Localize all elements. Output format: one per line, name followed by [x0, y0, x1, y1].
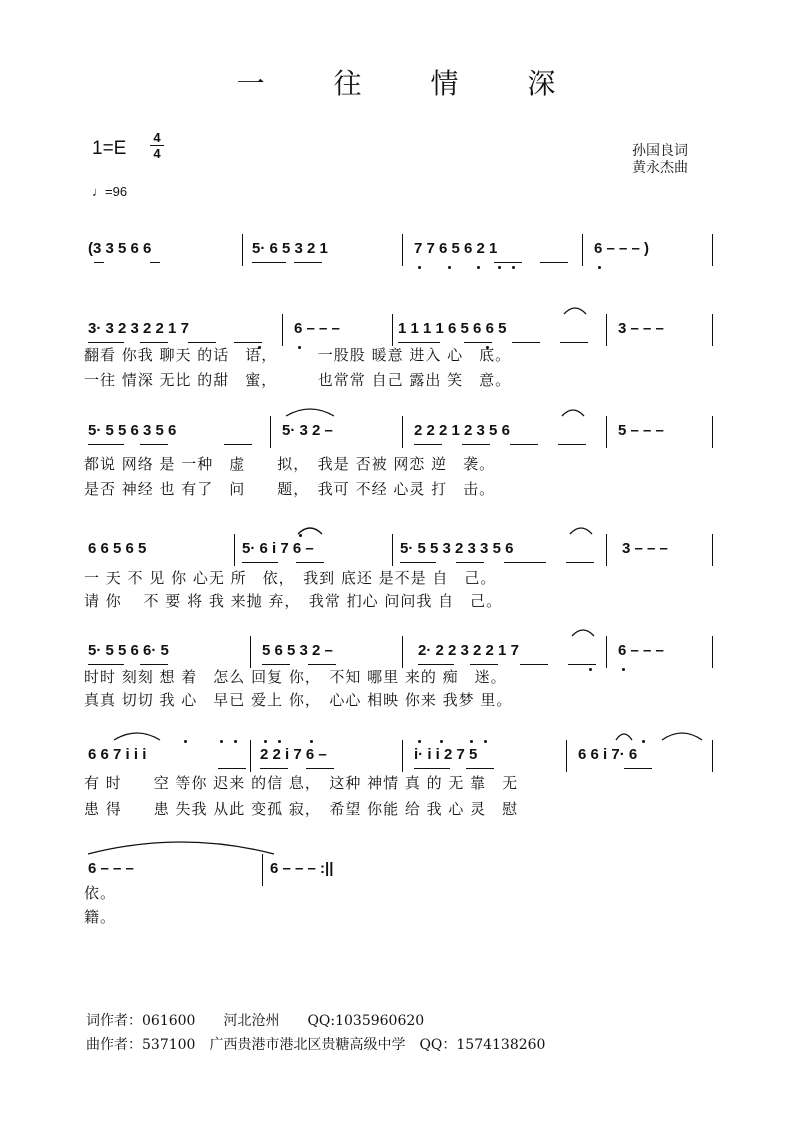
high-dot — [484, 740, 487, 743]
notation-line-1 — [84, 316, 714, 346]
composer-credit: 黄永杰曲 — [632, 160, 688, 176]
underline — [296, 562, 324, 563]
high-dot — [264, 740, 267, 743]
slur — [284, 404, 336, 418]
underline — [510, 444, 538, 445]
underline — [150, 262, 160, 263]
lyric-line: 时时 刻刻 想 着 怎么 回复 你， 不知 哪里 来的 痴 迷。 — [84, 668, 507, 686]
bar-line — [262, 854, 263, 886]
high-dot — [220, 740, 223, 743]
underline — [418, 664, 454, 665]
bar-line — [606, 314, 607, 346]
lyric-line: 是否 神经 也 有了 问 题， 我可 不经 心灵 打 击。 — [84, 480, 496, 498]
underline — [504, 562, 546, 563]
bar-line — [402, 636, 403, 668]
high-dot — [234, 740, 237, 743]
bar-line — [606, 416, 607, 448]
measure: 6 6 i 7· 6 — [578, 746, 638, 763]
underline — [464, 342, 492, 343]
underline — [540, 262, 568, 263]
high-dot — [310, 740, 313, 743]
slur — [570, 624, 596, 638]
notation-line-intro — [84, 236, 714, 266]
bar-line — [712, 740, 713, 772]
underline — [400, 562, 436, 563]
underline — [88, 444, 124, 445]
underline — [234, 342, 262, 343]
high-dot — [418, 740, 421, 743]
high-dot — [470, 740, 473, 743]
measure: 2· 2 2 3 2 2 1 7 — [418, 642, 519, 659]
underline — [308, 664, 336, 665]
bar-line — [606, 636, 607, 668]
slur — [614, 728, 634, 742]
underline — [512, 342, 540, 343]
low-dot — [512, 266, 515, 269]
measure: 6 – – – :|| — [270, 860, 334, 877]
underline — [456, 562, 484, 563]
measure: 6 – – – — [618, 642, 664, 659]
high-dot — [278, 740, 281, 743]
slur — [296, 522, 324, 536]
underline — [260, 768, 288, 769]
measure: 5· 6 5 3 2 1 — [252, 240, 328, 257]
measure: 5 6 5 3 2 – — [262, 642, 333, 659]
lyric-line: 有 时 空 等你 迟来 的信 息， 这种 神情 真 的 无 靠 无 — [84, 774, 519, 792]
underline — [188, 342, 216, 343]
time-numerator: 4 — [153, 130, 161, 145]
low-dot — [418, 266, 421, 269]
slur — [568, 522, 594, 536]
notation-line-4 — [84, 638, 714, 668]
notation-line-5 — [84, 742, 714, 772]
measure: 3 – – – — [622, 540, 668, 557]
underline — [560, 342, 588, 343]
bar-line — [402, 740, 403, 772]
bar-line — [270, 416, 271, 448]
time-signature — [150, 131, 164, 160]
notation-line-3 — [84, 536, 714, 566]
underline — [88, 342, 124, 343]
bar-line — [242, 234, 243, 266]
lyricist-credit: 孙国良词 — [632, 143, 688, 159]
measure: 3· 3 2 3 2 2 1 7 — [88, 320, 189, 337]
slur — [112, 728, 162, 742]
bar-line — [712, 534, 713, 566]
lyric-line: 一往 情深 无比 的甜 蜜， 也常常 自己 露出 笑 意。 — [84, 371, 512, 389]
underline — [242, 562, 278, 563]
bar-line — [402, 416, 403, 448]
bar-line — [392, 534, 393, 566]
low-dot — [598, 266, 601, 269]
high-dot — [184, 740, 187, 743]
song-title: 一 往 情 深 — [236, 67, 586, 100]
underline — [306, 768, 334, 769]
measure: 7 7 6 5 6 2 1 — [414, 240, 498, 257]
bar-line — [250, 636, 251, 668]
underline — [568, 664, 596, 665]
bar-line — [712, 234, 713, 266]
measure: 6 – – – — [294, 320, 340, 337]
underline — [88, 664, 124, 665]
measure: 6 – – – — [88, 860, 134, 877]
underline — [262, 664, 290, 665]
tempo-marking: ♩=96 — [92, 184, 128, 199]
high-dot — [642, 740, 645, 743]
lyric-line: 依。 — [84, 884, 117, 902]
underline — [558, 444, 586, 445]
measure: 6 6 7 i i i — [88, 746, 147, 763]
measure: 3 – – – — [618, 320, 664, 337]
bar-line — [234, 534, 235, 566]
high-dot — [440, 740, 443, 743]
bar-line — [606, 534, 607, 566]
low-dot — [498, 266, 501, 269]
lyric-line: 籍。 — [84, 908, 117, 926]
lyric-line: 一 天 不 见 你 心无 所 依， 我到 底还 是不是 自 己。 — [84, 569, 497, 587]
underline — [462, 444, 490, 445]
underline — [520, 664, 548, 665]
underline — [624, 768, 652, 769]
low-dot — [589, 668, 592, 671]
time-denominator: 4 — [153, 146, 161, 161]
notation-line-2 — [84, 418, 714, 448]
underline — [224, 444, 252, 445]
measure: (3 3 5 6 6 — [88, 240, 152, 257]
measure: 2 2 i 7 6 – — [260, 746, 327, 763]
slur — [660, 728, 704, 742]
measure: i· i i 2 7 5 — [414, 746, 478, 763]
measure: 5 – – – — [618, 422, 664, 439]
lyric-line: 真真 切切 我 心 早已 爱上 你， 心心 相映 你来 我梦 里。 — [84, 691, 513, 709]
bar-line — [566, 740, 567, 772]
low-dot — [477, 266, 480, 269]
underline — [140, 664, 168, 665]
underline — [294, 262, 322, 263]
measure: 5· 5 5 6 6· 5 — [88, 642, 169, 659]
slur — [562, 302, 588, 316]
bar-line — [402, 234, 403, 266]
underline — [94, 262, 104, 263]
bar-line — [712, 314, 713, 346]
low-dot — [448, 266, 451, 269]
composer-contact: 曲作者：537100 广西贵港市港北区贵糖高级中学 QQ：1574138260 — [86, 1037, 546, 1053]
underline — [466, 768, 494, 769]
low-dot — [622, 668, 625, 671]
bar-line — [582, 234, 583, 266]
underline — [470, 664, 498, 665]
measure: 1 1 1 1 6 5 6 6 5 — [398, 320, 507, 337]
bar-line — [712, 636, 713, 668]
measure: 6 6 5 6 5 — [88, 540, 147, 557]
measure: 6 – – – ) — [594, 240, 650, 257]
tie — [86, 836, 276, 856]
measure: 5· 5 5 3 2 3 3 5 6 — [400, 540, 514, 557]
key-signature: 1=E — [92, 138, 127, 159]
underline — [414, 768, 450, 769]
bar-line — [282, 314, 283, 346]
measure: 5· 3 2 – — [282, 422, 333, 439]
underline — [140, 342, 168, 343]
underline — [398, 342, 440, 343]
measure: 2 2 2 1 2 3 5 6 — [414, 422, 510, 439]
measure: 5· 6 i 7 6 – — [242, 540, 314, 557]
lyric-line: 请 你 不 要 将 我 来抛 弃， 我常 扪心 问问我 自 己。 — [84, 592, 503, 610]
underline — [494, 262, 522, 263]
underline — [140, 444, 168, 445]
notation-line-6 — [84, 856, 714, 886]
bar-line — [392, 314, 393, 346]
bar-line — [250, 740, 251, 772]
underline — [252, 262, 286, 263]
underline — [218, 768, 246, 769]
bar-line — [712, 416, 713, 448]
lyric-line: 患 得 患 失我 从此 变孤 寂， 希望 你能 给 我 心 灵 慰 — [84, 800, 519, 818]
measure: 5· 5 5 6 3 5 6 — [88, 422, 177, 439]
lyric-line: 翻看 你我 聊天 的话 语， 一股股 暖意 进入 心 底。 — [84, 346, 512, 364]
lyricist-contact: 词作者：061600 河北沧州 QQ:1035960620 — [86, 1013, 425, 1029]
underline — [566, 562, 594, 563]
slur — [560, 404, 586, 418]
underline — [414, 444, 442, 445]
lyric-line: 都说 网络 是 一种 虚 拟， 我是 否被 网恋 逆 袭。 — [84, 455, 496, 473]
